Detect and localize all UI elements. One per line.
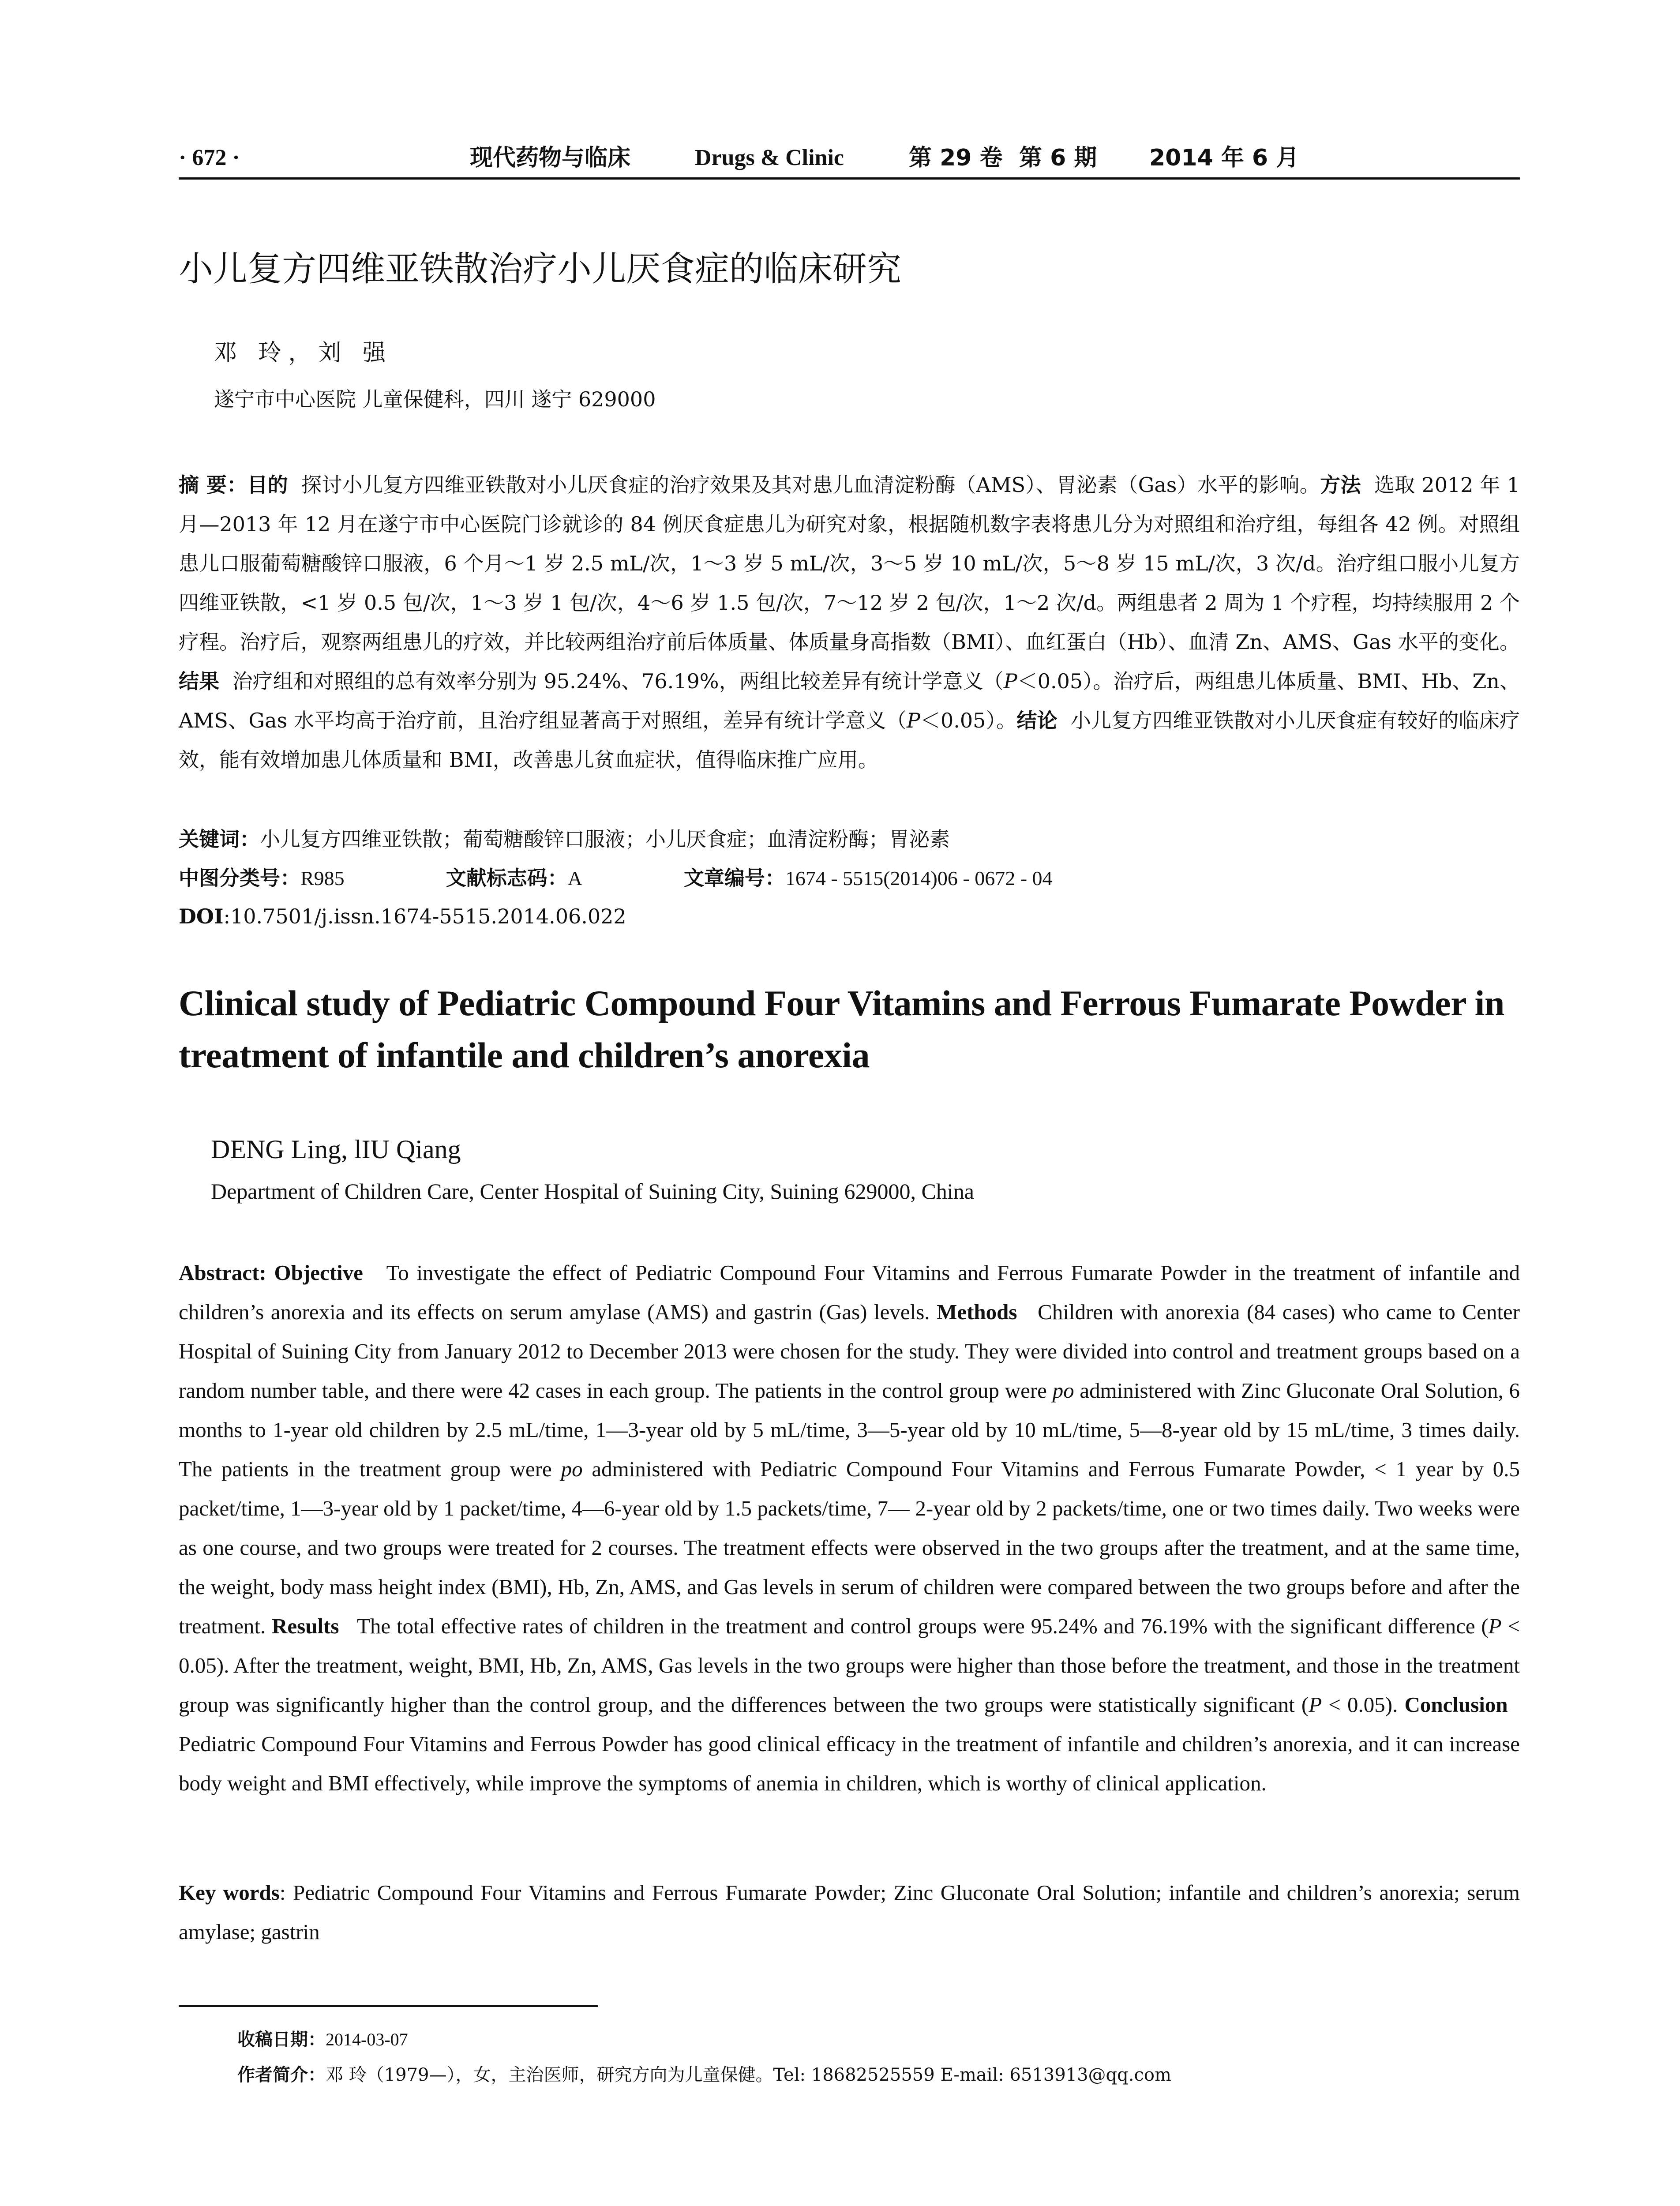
en-keywords (179, 1873, 1520, 1951)
po-abbrev: po (561, 1457, 583, 1481)
clc-value: R985 (300, 867, 345, 889)
en-methods-label: Methods (937, 1300, 1017, 1324)
article-number-label: 文章编号： (683, 866, 785, 890)
en-results-c: < 0.05). (1328, 1692, 1398, 1717)
en-results-a: The total effective rates of children in the treatment and control groups were 95.24% and 76.19% with the significant difference ( (356, 1614, 1489, 1638)
en-conclusion: Pediatric Compound Four Vitamins and Ferrous Powder has good clinical efficacy in the treatment of infantile and children’s anorexia, and it can increase body weight and BMI effectively, while improve the symptoms of anemia in children, which is worthy of clinical application. (179, 1732, 1520, 1795)
cn-keywords (179, 822, 950, 857)
cn-keywords-label: 关键词： (179, 827, 260, 851)
article-number-value: 1674 - 5515(2014)06 - 0672 - 04 (785, 867, 1053, 889)
cn-classification-line (179, 860, 1053, 896)
bio-text: 邓 玲（1979—），女，主治医师，研究方向为儿童保健。Tel: 18682525559 E-mail: 6513913@qq.com (326, 2065, 1171, 2085)
en-keywords-text: : Pediatric Compound Four Vitamins and Ferrous Fumarate Powder; Zinc Gluconate Oral Solution; infantile and children’s anorexia; serum amylase; gastrin (179, 1880, 1520, 1944)
cn-p-symbol: P (1003, 669, 1017, 693)
en-methods-b: administered with Zinc Gluconate Oral Solution, 6 months to 1-year old children by 2.5 mL/time, 1—3-year old by 5 mL/time, 3—5-year old by 10 mL/time, 5—8-year old by 15 mL/time, 3 times daily. The patients in the treatment group were (179, 1378, 1520, 1481)
doc-code-value: A (567, 867, 582, 889)
en-objective-label: Objective (274, 1261, 363, 1285)
cn-results-c: ＜0.05）。 (920, 709, 1017, 732)
doi-line (179, 899, 626, 934)
cn-methods: 选取 2012 年 1 月—2013 年 12 月在遂宁市中心医院门诊就诊的 84 例厌食症患儿为研究对象，根据随机数字表将患儿分为对照组和治疗组，每组各 42 例。对照组患儿口服葡萄糖酸锌口服液，6 个月～1 岁 2.5 mL/次，1～3 岁 5 mL/次，3～5 岁 10 mL/次，5～8 岁 15 mL/次，3 次/d。治疗组口服小儿复方四维亚铁散，<1 岁 0.5 包/次，1～3 岁 1 包/次，4～6 岁 1.5 包/次，7～12 岁 2 包/次，1～2 次/d。两组患者 2 周为 1 个疗程，均持续服用 2 个疗程。治疗后，观察两组患儿的疗效，并比较两组治疗前后体质量、体质量身高指数（BMI）、血红蛋白（Hb）、血清 Zn、AMS、Gas 水平的变化。 (179, 473, 1520, 654)
cn-conclusion: 小儿复方四维亚铁散对小儿厌食症有较好的临床疗效，能有效增加患儿体质量和 BMI，改善患儿贫血症状，值得临床推广应用。 (179, 709, 1520, 772)
cn-title: 小儿复方四维亚铁散治疗小儿厌食症的临床研究 (179, 249, 902, 289)
cn-abstract-label: 摘 要： (179, 473, 248, 497)
journal-name-cn: 现代药物与临床 (470, 145, 631, 171)
doi-value: :10.7501/j.issn.1674-5515.2014.06.022 (223, 904, 626, 928)
doi-label: DOI (179, 904, 224, 928)
bio-label: 作者简介： (237, 2065, 326, 2085)
issue-date: 2014 年 6 月 (1149, 145, 1299, 171)
clc-label: 中图分类号： (179, 866, 300, 890)
doc-code-label: 文献标志码： (446, 866, 568, 890)
en-keywords-label: Key words (179, 1880, 280, 1905)
en-results-b: < 0.05). After the treatment, weight, BMI, Hb, Zn, AMS, Gas levels in the two groups were higher than those before the treatment, and those in the treatment group was significantly higher than the control group, and the differences between the two groups were statistically significant ( (179, 1614, 1520, 1717)
en-title: Clinical study of Pediatric Compound Four Vitamins and Ferrous Fumarate Powder in treatment of infantile and children’s anorexia (179, 983, 1504, 1075)
issue: 第 6 期 (1019, 145, 1097, 171)
cn-authors: 邓 玲，刘 强 (214, 340, 393, 366)
en-abstract (179, 1253, 1520, 1803)
en-affiliation: Department of Children Care, Center Hospital of Suining City, Suining 629000, China (211, 1179, 974, 1204)
received-value: 2014-03-07 (326, 2030, 408, 2049)
author-bio (237, 2060, 1171, 2090)
received-date (237, 2024, 408, 2055)
cn-results-a: 治疗组和对照组的总有效率分别为 95.24%、76.19%，两组比较差异有统计学意义（ (232, 669, 1004, 693)
en-methods-a: Children with anorexia (84 cases) who came to Center Hospital of Suining City from January 2012 to December 2013 were chosen for the study. They were divided into control and treatment groups based on a random number table, and there were 42 cases in each group. The patients in the control group were (179, 1300, 1520, 1403)
en-p-symbol: P (1309, 1692, 1322, 1717)
cn-results-label: 结果 (179, 669, 220, 693)
footnote-rule (179, 2005, 598, 2007)
running-header (179, 140, 1520, 176)
en-objective: To investigate the effect of Pediatric Compound Four Vitamins and Ferrous Fumarate Powder in the treatment of infantile and children’s anorexia and its effects on serum amylase (AMS) and gastrin (Gas) levels. (179, 1261, 1520, 1324)
en-p-symbol: P (1488, 1614, 1502, 1638)
en-results-label: Results (272, 1614, 339, 1638)
en-authors: DENG Ling, lIU Qiang (211, 1135, 461, 1164)
en-abstract-label: Abstract: (179, 1261, 266, 1285)
page-number: · 672 · (179, 145, 240, 170)
cn-p-symbol: P (907, 709, 920, 732)
volume: 第 29 卷 (909, 145, 1003, 171)
header-rule (179, 177, 1520, 180)
journal-name-en: Drugs & Clinic (695, 145, 844, 170)
po-abbrev: po (1052, 1378, 1074, 1403)
received-label: 收稿日期： (237, 2030, 326, 2050)
cn-methods-label: 方法 (1320, 473, 1361, 497)
cn-results-b: ＜0.05）。治疗后，两组患儿体质量、BMI、Hb、Zn、AMS、Gas 水平均高于治疗前，且治疗组显著高于对照组，差异有统计学意义（ (179, 669, 1520, 732)
cn-objective: 探讨小儿复方四维亚铁散对小儿厌食症的治疗效果及其对患儿血清淀粉酶（AMS）、胃泌素（Gas）水平的影响。 (301, 473, 1320, 497)
cn-objective-label: 目的 (247, 473, 289, 497)
cn-affiliation: 遂宁市中心医院 儿童保健科，四川 遂宁 629000 (214, 387, 656, 411)
en-methods-c: administered with Pediatric Compound Four Vitamins and Ferrous Fumarate Powder, < 1 year by 0.5 packet/time, 1—3-year old by 1 packet/time, 4—6-year old by 1.5 packets/time, 7— 2-year old by 2 packets/time, one or two times daily. Two weeks were as one course, and two groups were treated for 2 courses. The treatment effects were observed in the two groups after the treatment, and at the same time, the weight, body mass height index (BMI), Hb, Zn, AMS, and Gas levels in serum of children were compared between the two groups before and after the treatment. (179, 1457, 1520, 1638)
cn-conclusion-label: 结论 (1016, 709, 1058, 732)
cn-keywords-text: 小儿复方四维亚铁散；葡萄糖酸锌口服液；小儿厌食症；血清淀粉酶；胃泌素 (260, 827, 950, 851)
cn-abstract (179, 465, 1520, 780)
en-conclusion-label: Conclusion (1404, 1692, 1508, 1717)
